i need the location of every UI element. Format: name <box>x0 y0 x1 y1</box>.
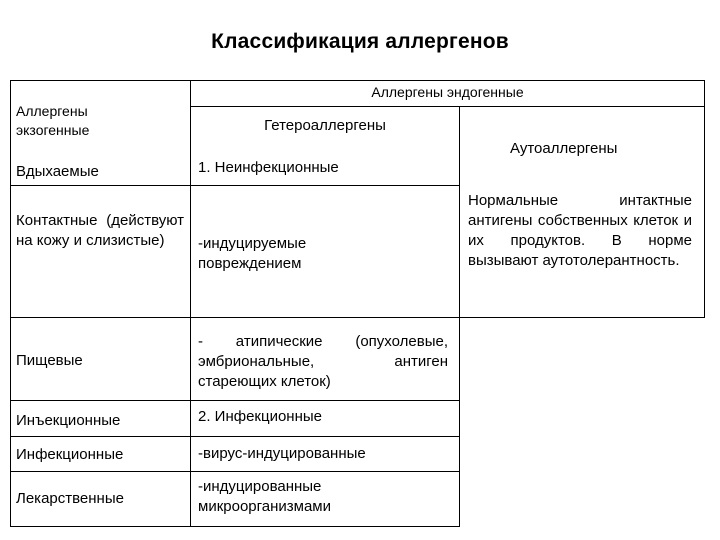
exo-contact: Контактные (действуют на кожу и слизистые) <box>16 212 184 249</box>
exo-infectious: Инфекционные <box>16 446 124 463</box>
hetero-infectious: 2. Инфекционные <box>198 408 322 425</box>
hetero-atypical: - атипические (опухолевые, эмбриональные, антиген стареющих клеток) <box>198 333 448 390</box>
header-endogenous: Аллергены эндогенные <box>371 84 524 100</box>
hetero-virus-induced: -вирус-индуцированные <box>198 445 366 462</box>
hetero-damage-induced: -индуцируемые повреждением <box>198 235 307 272</box>
exo-food: Пищевые <box>16 352 83 369</box>
exo-drug: Лекарственные <box>16 490 124 507</box>
table-line <box>190 106 705 107</box>
table-line <box>10 436 460 437</box>
table-line <box>10 400 460 401</box>
table-line <box>10 80 11 527</box>
exo-injection: Инъекционные <box>16 412 121 429</box>
header-heteroallergens: Гетероаллергены <box>264 117 386 134</box>
table-line <box>10 185 460 186</box>
table-line <box>10 80 705 81</box>
table-line <box>10 317 705 318</box>
header-autoallergens: Аутоаллергены <box>510 140 618 157</box>
auto-description: Нормальные интактные антигены собственных клеток и их продуктов. В норме вызывают аутотолерантность. <box>468 192 692 269</box>
table-line <box>10 526 460 527</box>
table-line <box>10 471 460 472</box>
page-title: Классификация аллергенов <box>211 30 509 53</box>
hetero-microbe-induced: -индуцированные микроорганизмами <box>198 478 331 515</box>
table-line <box>459 106 460 527</box>
table-line <box>190 80 191 527</box>
table-line <box>704 80 705 318</box>
header-exogenous: Аллергены экзогенные <box>16 103 90 138</box>
exo-inhaled: Вдыхаемые <box>16 163 99 180</box>
hetero-noninfectious: 1. Неинфекционные <box>198 159 339 176</box>
